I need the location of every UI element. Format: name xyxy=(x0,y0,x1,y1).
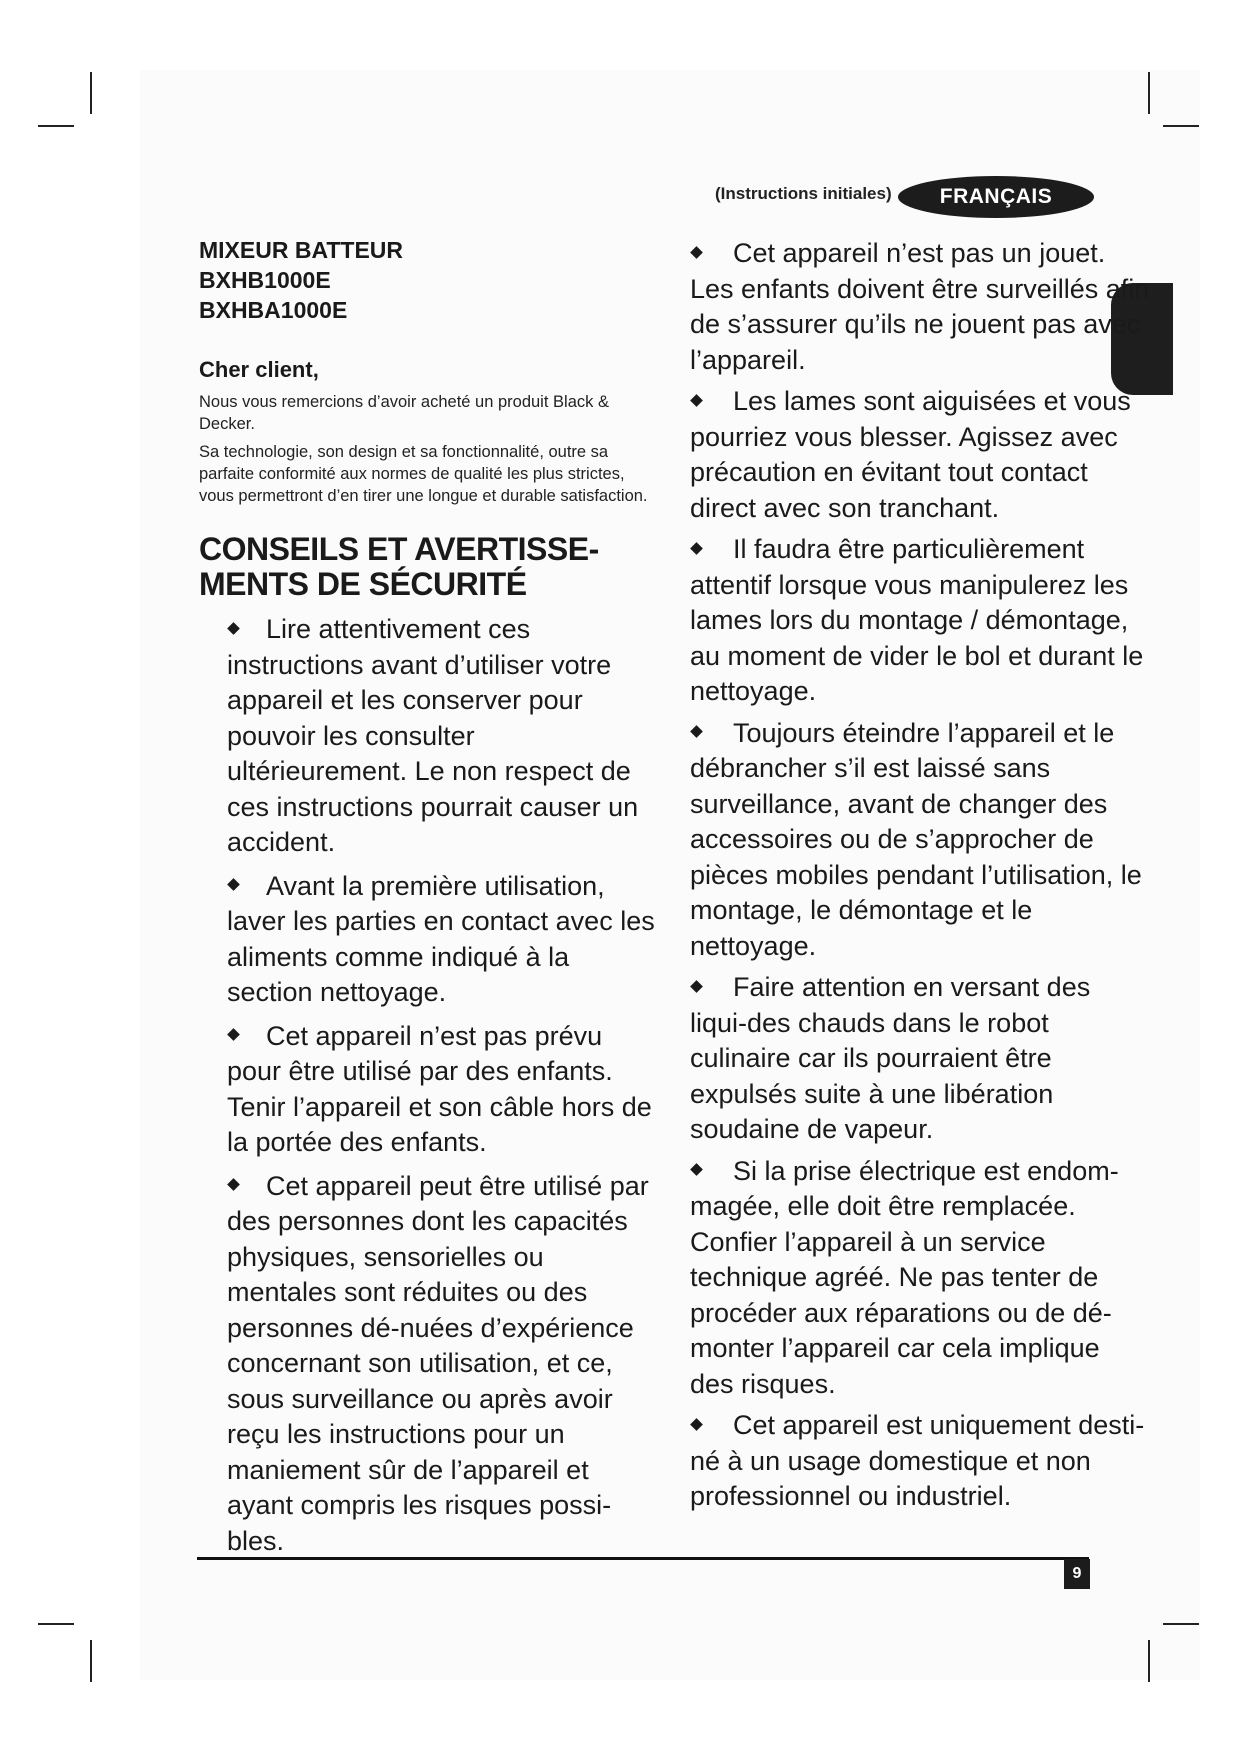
diamond-bullet-icon xyxy=(690,980,703,993)
warning-text: Faire attention en versant des liqui-des chauds dans le robot culinaire car ils pourraient être expulsés suite à une libération soudaine de vapeur. xyxy=(690,972,1091,1144)
warning-text: Les lames sont aiguisées et vous pourriez vous blesser. Agissez avec précaution en évitant tout contact direct avec son tranchant. xyxy=(690,386,1131,523)
model-code: BXHBA1000E xyxy=(199,297,348,323)
crop-mark xyxy=(38,125,74,127)
warning-item xyxy=(227,1019,659,1161)
diamond-bullet-icon xyxy=(690,1164,703,1177)
crop-mark xyxy=(1163,1623,1199,1625)
warning-text: Cet appareil peut être utilisé par des personnes dont les capacités physiques, sensorielles ou mentales sont réduites ou des personnes dé-nuées d’expérience concernant son utilisation, et ce, sous surveillance ou après avoir reçu les instructions pour un maniement sûr de l’appareil et ayant compris les risques possi-bles. xyxy=(227,1170,649,1556)
warning-text: Avant la première utilisation, laver les parties en contact avec les aliments comme indiqué à la section nettoyage. xyxy=(227,870,655,1007)
warning-text: Il faudra être particulièrement attentif lorsque vous manipulerez les lames lors du montage / démontage, au moment de vider le bol et durant le nettoyage. xyxy=(690,534,1144,706)
language-badge: FRANÇAIS xyxy=(898,176,1094,218)
diamond-bullet-icon xyxy=(227,1179,240,1192)
warning-list-left xyxy=(227,612,659,1559)
crop-mark xyxy=(90,1640,92,1682)
diamond-bullet-icon xyxy=(690,394,703,407)
page-number: 9 xyxy=(1064,1559,1090,1589)
diamond-bullet-icon xyxy=(227,879,240,892)
header-subtitle: (Instructions initiales) xyxy=(715,184,892,203)
right-column xyxy=(690,236,1150,1521)
warning-item xyxy=(227,1169,659,1560)
crop-mark xyxy=(1148,72,1150,114)
warning-text: Si la prise électrique est endom-magée, elle doit être remplacée. Confier l’appareil à un service technique agréé. Ne pas tenter de procéder aux réparations ou de dé-monter l’appareil car cela implique des risques. xyxy=(690,1155,1119,1399)
diamond-bullet-icon xyxy=(690,542,703,555)
warning-item xyxy=(227,612,659,861)
warning-text: Lire attentivement ces instructions avant d’utiliser votre appareil et les conserver pour pouvoir les consulter ultérieurement. Le non respect de ces instructions pourrait causer un accident. xyxy=(227,614,639,857)
product-name: MIXEUR BATTEUR xyxy=(199,237,404,263)
crop-mark xyxy=(38,1623,74,1625)
diamond-bullet-icon xyxy=(690,246,703,259)
crop-mark xyxy=(1148,1640,1150,1682)
footer-rule xyxy=(197,1557,1089,1560)
diamond-bullet-icon xyxy=(227,622,240,635)
warning-text: Cet appareil est uniquement desti-né à un usage domestique et non professionnel ou industriel. xyxy=(690,1410,1145,1511)
warning-item xyxy=(690,532,1150,710)
warning-text: Cet appareil n’est pas prévu pour être utilisé par des enfants. Tenir l’appareil et son câble hors de la portée des enfants. xyxy=(227,1020,652,1157)
left-column xyxy=(199,235,659,1567)
intro-paragraph: Sa technologie, son design et sa fonctionnalité, outre sa parfaite conformité aux normes de qualité les plus strictes, vous permettront d’en tirer une longue et durable satisfaction. xyxy=(199,443,648,505)
diamond-bullet-icon xyxy=(690,726,703,739)
crop-mark xyxy=(1163,125,1199,127)
warning-text: Cet appareil n’est pas un jouet. Les enfants doivent être surveillés afin de s’assurer qu’ils ne jouent pas avec l’appareil. xyxy=(690,238,1150,375)
intro-paragraph: Nous vous remercions d’avoir acheté un produit Black & Decker. xyxy=(199,393,609,433)
warning-item xyxy=(690,236,1150,378)
crop-mark xyxy=(90,72,92,114)
diamond-bullet-icon xyxy=(690,1418,703,1431)
warning-item xyxy=(690,716,1150,965)
warning-text: Toujours éteindre l’appareil et le débrancher s’il est laissé sans surveillance, avant de changer des accessoires ou de s’approcher de pièces mobiles pendant l’utilisation, le montage, le démontage et le nettoyage. xyxy=(690,717,1142,961)
diamond-bullet-icon xyxy=(227,1029,240,1042)
model-code: BXHB1000E xyxy=(199,267,331,293)
warning-item xyxy=(690,1408,1150,1515)
warning-item xyxy=(227,869,659,1011)
greeting: Cher client, xyxy=(199,357,319,382)
warning-item xyxy=(690,970,1150,1148)
warning-item xyxy=(690,384,1150,526)
section-title: CONSEILS ET AVERTISSE-MENTS DE SÉCURITÉ xyxy=(199,531,599,602)
warning-item xyxy=(690,1154,1150,1403)
